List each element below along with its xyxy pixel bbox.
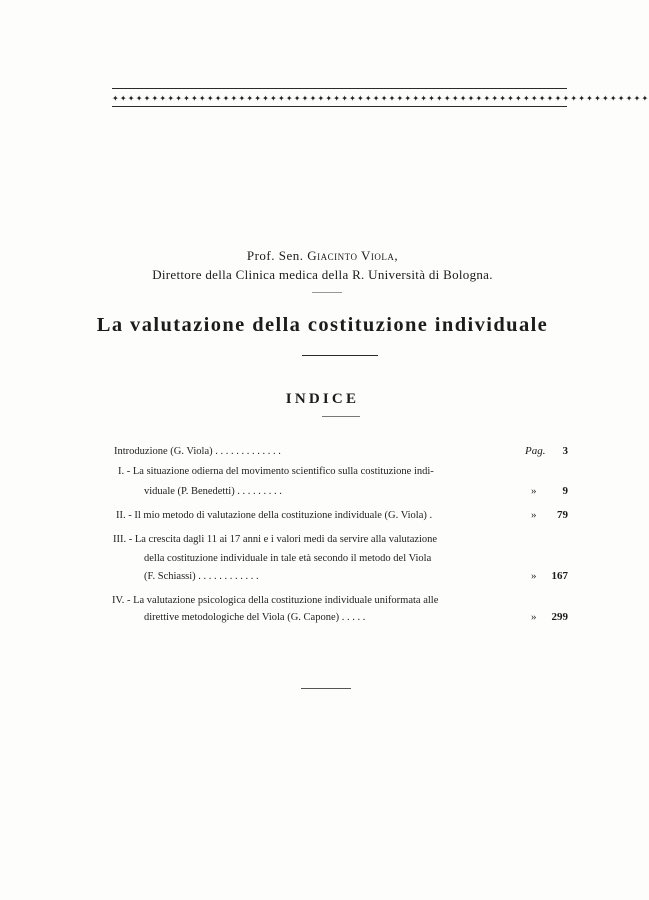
page-title: La valutazione della costituzione individuale — [96, 314, 549, 336]
top-rule-lower — [112, 106, 567, 107]
title-rule — [302, 355, 378, 356]
toc-entry-line: direttive metodologiche del Viola (G. Capone) . . . . . — [144, 612, 366, 623]
toc-page-number: 3 — [562, 445, 568, 457]
affiliation-rule — [312, 292, 342, 293]
toc-page-number: 299 — [551, 611, 568, 623]
toc-entry-line: II. - Il mio metodo di valutazione della costituzione individuale (G. Viola) . — [116, 510, 433, 521]
toc-ditto-mark: » — [531, 611, 537, 623]
toc-entry-line: I. - La situazione odierna del movimento scientifico sulla costituzione indi- — [118, 466, 434, 477]
toc-page-number: 167 — [551, 570, 568, 582]
index-rule — [322, 416, 360, 417]
author-prefix: Prof. Sen. — [246, 248, 304, 263]
toc-entry-line: IV. - La valutazione psicologica della costituzione individuale uniformata alle — [112, 595, 439, 606]
toc-entry-line: della costituzione individuale in tale età secondo il metodo del Viola — [144, 553, 432, 564]
author-affiliation: Direttore della Clinica medica della R. Università di Bologna. — [152, 267, 493, 282]
toc-pag-label: Pag. — [525, 445, 546, 457]
toc-ditto-mark: » — [531, 509, 537, 521]
toc-entry-line: (F. Schiassi) . . . . . . . . . . . . — [144, 571, 259, 582]
toc-page-number: 9 — [562, 485, 568, 497]
toc-page-number: 79 — [557, 509, 568, 521]
ornamental-border: ✦✦✦✦✦✦✦✦✦✦✦✦✦✦✦✦✦✦✦✦✦✦✦✦✦✦✦✦✦✦✦✦✦✦✦✦✦✦✦✦✦✦✦✦✦✦✦✦✦✦✦✦✦✦✦✦✦✦✦✦✦✦✦✦✦✦✦✦ — [112, 94, 649, 103]
author-line — [0, 248, 645, 264]
toc-entry-line: viduale (P. Benedetti) . . . . . . . . . — [144, 486, 282, 497]
author-name: Giacinto Viola, — [307, 248, 399, 263]
index-heading: INDICE — [285, 391, 360, 407]
bottom-rule — [301, 688, 351, 689]
top-rule — [112, 88, 567, 89]
toc-ditto-mark: » — [531, 485, 537, 497]
toc-entry-line: Introduzione (G. Viola) . . . . . . . . . . . . . — [114, 446, 281, 457]
toc-entry-line: III. - La crescita dagli 11 ai 17 anni e i valori medi da servire alla valutazione — [113, 534, 438, 545]
toc-ditto-mark: » — [531, 570, 537, 582]
